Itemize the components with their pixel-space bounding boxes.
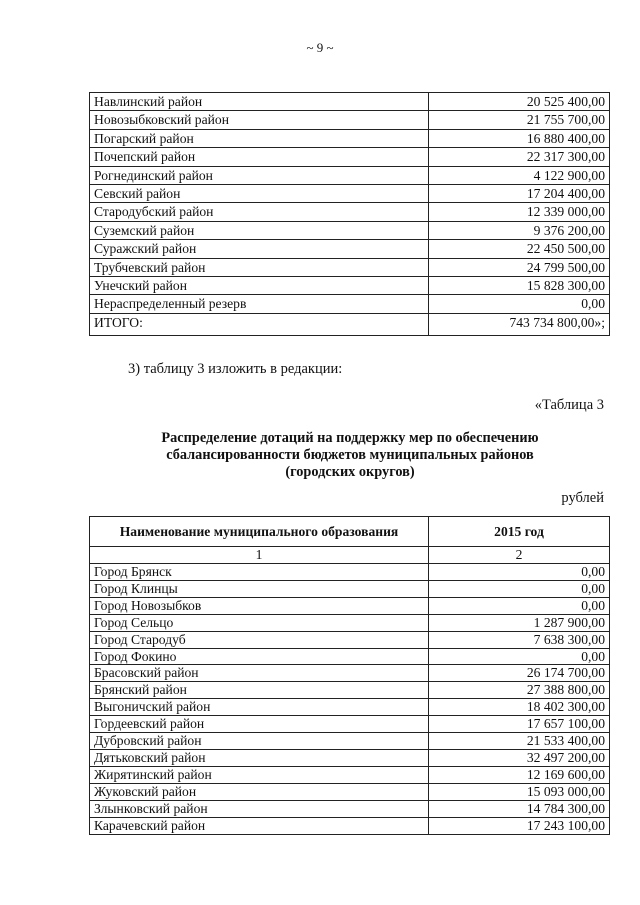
- municipality-name: Карачевский район: [90, 817, 429, 834]
- table-row: [90, 277, 610, 295]
- table-row: [90, 93, 610, 111]
- municipality-name: Погарский район: [90, 129, 429, 147]
- amount: 0,00: [429, 580, 610, 597]
- table-row: [90, 631, 610, 648]
- table-row: [90, 648, 610, 665]
- amount: 0,00: [429, 648, 610, 665]
- amount: 9 376 200,00: [429, 221, 610, 239]
- municipality-name: Дятьковский район: [90, 749, 429, 766]
- amount: 27 388 800,00: [429, 682, 610, 699]
- table-row: [90, 597, 610, 614]
- table-heading: [88, 430, 612, 481]
- municipality-name: Брянский район: [90, 682, 429, 699]
- amount: 17 243 100,00: [429, 817, 610, 834]
- municipality-name: Город Стародуб: [90, 631, 429, 648]
- amount: 32 497 200,00: [429, 749, 610, 766]
- table-row: [90, 564, 610, 581]
- municipality-name: Новозыбковский район: [90, 111, 429, 129]
- table-row: [90, 295, 610, 313]
- municipality-name: Город Брянск: [90, 564, 429, 581]
- amount: 16 880 400,00: [429, 129, 610, 147]
- municipality-name: Город Клинцы: [90, 580, 429, 597]
- municipality-name: Суземский район: [90, 221, 429, 239]
- municipality-name: Суражский район: [90, 240, 429, 258]
- table-row: [90, 580, 610, 597]
- amount: 0,00: [429, 295, 610, 313]
- table-row: [90, 749, 610, 766]
- table-row: [90, 614, 610, 631]
- column-numbers-row: [90, 547, 610, 564]
- header-year: 2015 год: [429, 517, 610, 547]
- column-number: 1: [90, 547, 429, 564]
- table-row: [90, 665, 610, 682]
- municipality-name: Жирятинский район: [90, 766, 429, 783]
- amount: 14 784 300,00: [429, 800, 610, 817]
- amount: 1 287 900,00: [429, 614, 610, 631]
- table-row: [90, 783, 610, 800]
- municipality-name: Навлинский район: [90, 93, 429, 111]
- amount: 12 169 600,00: [429, 766, 610, 783]
- amount: 22 450 500,00: [429, 240, 610, 258]
- amount: 17 204 400,00: [429, 185, 610, 203]
- municipality-name: Севский район: [90, 185, 429, 203]
- amount: 22 317 300,00: [429, 148, 610, 166]
- amendment-paragraph: 3) таблицу 3 изложить в редакции:: [128, 361, 343, 377]
- table-row: [90, 313, 610, 335]
- table-row: [90, 203, 610, 221]
- subsidy-table: [89, 516, 610, 835]
- header-municipality: Наименование муниципального образования: [90, 517, 429, 547]
- municipality-name: Унечский район: [90, 277, 429, 295]
- heading-line-1: Распределение дотаций на поддержку мер по обеспечению: [161, 430, 539, 446]
- currency-unit: рублей: [561, 490, 604, 506]
- budget-table-continued: [89, 92, 610, 336]
- municipality-name: Рогнединский район: [90, 166, 429, 184]
- amount: 21 755 700,00: [429, 111, 610, 129]
- heading-line-3: (городских округов): [285, 464, 415, 480]
- table-label: «Таблица 3: [534, 397, 604, 413]
- municipality-name: Дубровский район: [90, 733, 429, 750]
- page-number: ~ 9 ~: [306, 40, 334, 55]
- table-row: [90, 129, 610, 147]
- municipality-name: Нераспределенный резерв: [90, 295, 429, 313]
- municipality-name: Брасовский район: [90, 665, 429, 682]
- municipality-name: Почепский район: [90, 148, 429, 166]
- amount: 12 339 000,00: [429, 203, 610, 221]
- amount: 20 525 400,00: [429, 93, 610, 111]
- table-row: [90, 258, 610, 276]
- amount: 26 174 700,00: [429, 665, 610, 682]
- table-row: [90, 111, 610, 129]
- municipality-name: Город Сельцо: [90, 614, 429, 631]
- municipality-name: Трубчевский район: [90, 258, 429, 276]
- table-row: [90, 148, 610, 166]
- table-row: [90, 699, 610, 716]
- amount: 24 799 500,00: [429, 258, 610, 276]
- municipality-name: Выгоничский район: [90, 699, 429, 716]
- amount: 17 657 100,00: [429, 716, 610, 733]
- municipality-name: Гордеевский район: [90, 716, 429, 733]
- municipality-name: Злынковский район: [90, 800, 429, 817]
- amount: 15 828 300,00: [429, 277, 610, 295]
- municipality-name: Жуковский район: [90, 783, 429, 800]
- table-row: [90, 817, 610, 834]
- amount: 4 122 900,00: [429, 166, 610, 184]
- table-row: [90, 733, 610, 750]
- heading-line-2: сбалансированности бюджетов муниципальных районов: [166, 447, 534, 463]
- table-row: [90, 166, 610, 184]
- table-row: [90, 800, 610, 817]
- amount: 0,00: [429, 597, 610, 614]
- municipality-name: ИТОГО:: [90, 313, 429, 335]
- municipality-name: Стародубский район: [90, 203, 429, 221]
- table-row: [90, 716, 610, 733]
- amount: 7 638 300,00: [429, 631, 610, 648]
- amount: 21 533 400,00: [429, 733, 610, 750]
- table-row: [90, 240, 610, 258]
- column-number: 2: [429, 547, 610, 564]
- table-row: [90, 185, 610, 203]
- amount: 743 734 800,00»;: [429, 313, 610, 335]
- amount: 0,00: [429, 564, 610, 581]
- table-row: [90, 221, 610, 239]
- amount: 15 093 000,00: [429, 783, 610, 800]
- municipality-name: Город Фокино: [90, 648, 429, 665]
- table-row: [90, 766, 610, 783]
- amount: 18 402 300,00: [429, 699, 610, 716]
- table-row: [90, 682, 610, 699]
- municipality-name: Город Новозыбков: [90, 597, 429, 614]
